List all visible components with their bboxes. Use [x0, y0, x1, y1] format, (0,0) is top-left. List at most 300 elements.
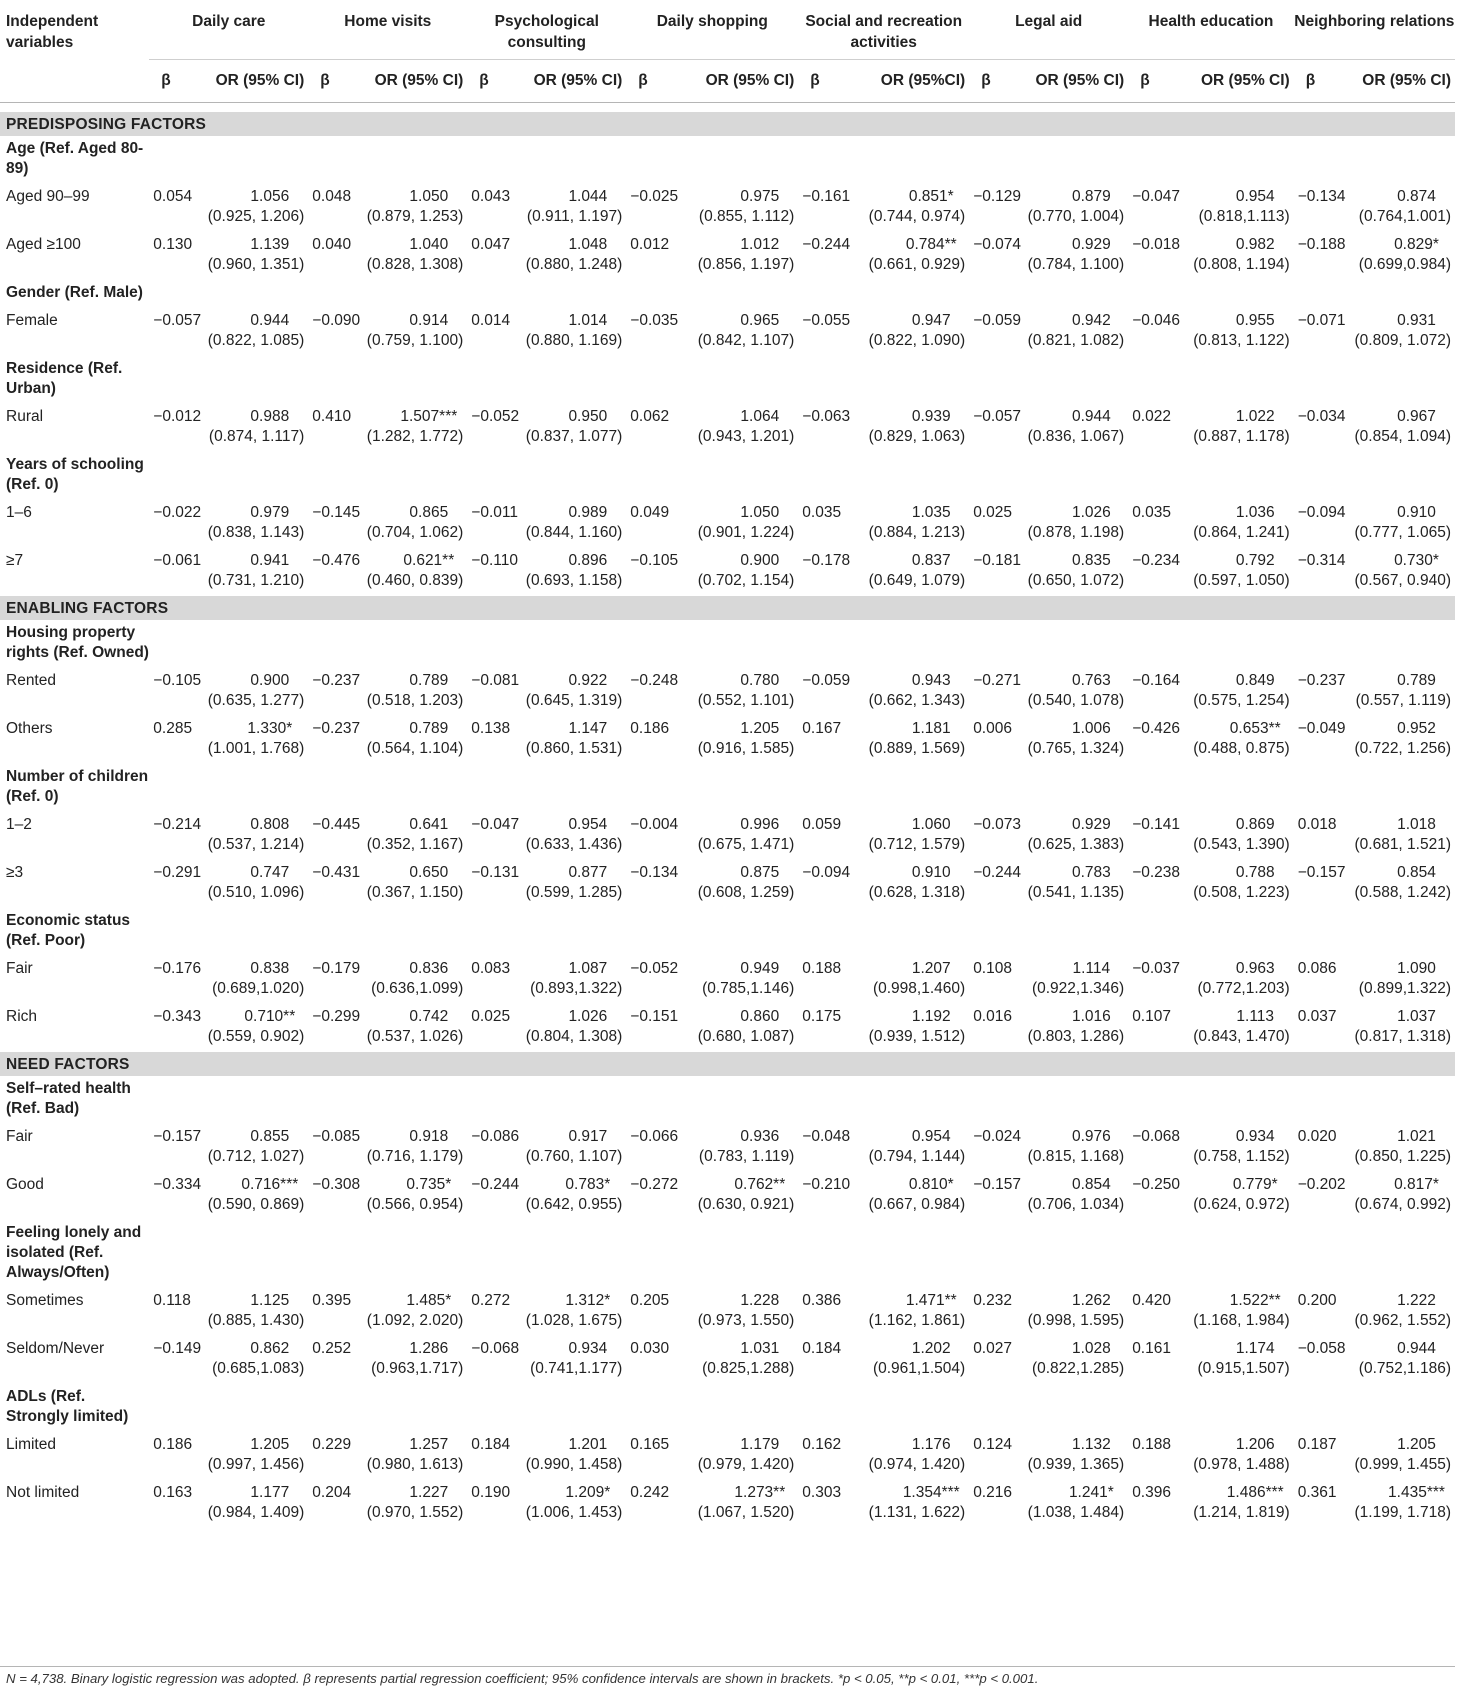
ci-cell: (0.564, 1.104) — [366, 740, 464, 757]
or-cell: 0.929 — [1071, 236, 1111, 253]
or-cell: 0.874 — [1397, 188, 1436, 205]
beta-cell: −0.059 — [802, 672, 851, 689]
beta-cell: −0.004 — [630, 816, 679, 833]
or-cell: 1.035 — [911, 504, 951, 521]
or-cell: 0.947 — [911, 312, 951, 329]
beta-cell: −0.161 — [802, 188, 851, 205]
table-row — [0, 1336, 1455, 1359]
beta-cell: 0.205 — [630, 1292, 670, 1309]
ci-cell: (0.915,1.507) — [1197, 1360, 1290, 1377]
table-row — [0, 404, 1455, 427]
category-row — [0, 1220, 1455, 1288]
ci-cell: (0.552, 1.101) — [697, 692, 795, 709]
ci-row — [0, 1503, 1455, 1528]
or-cell: 0.934 — [568, 1340, 608, 1357]
beta-cell: 0.130 — [153, 236, 193, 253]
ci-row — [0, 979, 1455, 1004]
beta-cell: −0.110 — [471, 552, 518, 569]
ci-cell: (0.939, 1.365) — [1027, 1456, 1125, 1473]
or-cell: 0.943 — [911, 672, 951, 689]
table-row — [0, 184, 1455, 207]
ci-cell: (0.999, 1.455) — [1354, 1456, 1451, 1473]
or-cell: 1.014 — [568, 312, 608, 329]
ci-cell: (0.860, 1.531) — [525, 740, 623, 757]
or-cell: 1.312* — [565, 1292, 611, 1309]
ci-row — [0, 1195, 1455, 1220]
or-cell: 0.910 — [911, 864, 951, 881]
table-row — [0, 812, 1455, 835]
or-cell: 0.788 — [1235, 864, 1275, 881]
ci-cell: (0.630, 0.921) — [697, 1196, 795, 1213]
or-cell: 1.522** — [1229, 1292, 1281, 1309]
ci-cell: (0.922,1.346) — [1031, 980, 1125, 997]
or-cell: 0.854 — [1397, 864, 1436, 881]
header-row-subcolumns — [0, 60, 1455, 103]
beta-cell: 0.252 — [312, 1340, 352, 1357]
beta-cell: −0.210 — [802, 1176, 851, 1193]
beta-cell: −0.202 — [1297, 1176, 1346, 1193]
beta-cell: −0.105 — [153, 672, 202, 689]
beta-cell: −0.149 — [153, 1340, 202, 1357]
ci-empty-cell — [0, 523, 149, 548]
or-cell: 1.486*** — [1226, 1484, 1284, 1501]
category-label: Residence (Ref. Urban) — [6, 360, 123, 397]
beta-cell: 0.030 — [630, 1340, 670, 1357]
beta-cell: −0.052 — [630, 960, 679, 977]
ci-cell: (1.162, 1.861) — [868, 1312, 966, 1329]
ci-cell: (0.537, 1.026) — [366, 1028, 464, 1045]
table-row — [0, 668, 1455, 691]
beta-cell: −0.145 — [312, 504, 361, 521]
or-cell: 1.021 — [1397, 1128, 1436, 1145]
or-cell: 0.730* — [1394, 552, 1439, 569]
row-label: ≥3 — [6, 864, 24, 881]
or-cell: 1.286 — [409, 1340, 449, 1357]
ci-cell: (0.624, 0.972) — [1193, 1196, 1290, 1213]
beta-cell: 0.188 — [1132, 1436, 1171, 1453]
or-cell: 1.114 — [1072, 960, 1111, 977]
beta-cell: −0.188 — [1297, 236, 1346, 253]
ci-cell: (0.575, 1.254) — [1193, 692, 1290, 709]
ci-cell: (0.367, 1.150) — [366, 884, 464, 901]
beta-cell: −0.238 — [1132, 864, 1181, 881]
ci-empty-cell — [0, 1455, 149, 1480]
or-cell: 1.060 — [911, 816, 951, 833]
ci-cell: (0.608, 1.259) — [697, 884, 795, 901]
or-cell: 0.941 — [250, 552, 290, 569]
table-row — [0, 860, 1455, 883]
ci-cell: (0.783, 1.119) — [698, 1148, 795, 1165]
ci-cell: (0.843, 1.470) — [1193, 1028, 1290, 1045]
or-cell: 0.621** — [403, 552, 455, 569]
ci-row — [0, 207, 1455, 232]
table-row — [0, 308, 1455, 331]
ci-cell: (0.822, 1.085) — [207, 332, 305, 349]
beta-cell: −0.057 — [973, 408, 1022, 425]
or-cell: 0.849 — [1235, 672, 1275, 689]
ci-cell: (0.998,1.460) — [872, 980, 966, 997]
or-cell: 0.784** — [905, 236, 957, 253]
ci-cell: (0.706, 1.034) — [1027, 1196, 1125, 1213]
ci-row — [0, 835, 1455, 860]
beta-cell: 0.018 — [1297, 816, 1337, 833]
or-cell: 0.942 — [1071, 312, 1111, 329]
row-label: 1–6 — [6, 504, 32, 521]
ci-cell: (0.844, 1.160) — [525, 524, 623, 541]
header-row-groups — [0, 0, 1455, 60]
or-cell: 0.838 — [250, 960, 290, 977]
or-cell: 1.006 — [1071, 720, 1111, 737]
table-row — [0, 1172, 1455, 1195]
beta-cell: 0.035 — [802, 504, 842, 521]
beta-cell: −0.059 — [973, 312, 1022, 329]
row-label: Sometimes — [6, 1292, 84, 1309]
ci-cell: (0.803, 1.286) — [1027, 1028, 1125, 1045]
beta-cell: 0.272 — [471, 1292, 511, 1309]
table-row — [0, 232, 1455, 255]
beta-cell: 0.186 — [153, 1436, 193, 1453]
ci-cell: (0.685,1.083) — [212, 1360, 305, 1377]
or-cell: 0.955 — [1235, 312, 1275, 329]
beta-cell: 0.386 — [802, 1292, 842, 1309]
ci-cell: (0.911, 1.197) — [526, 208, 623, 225]
category-label: Gender (Ref. Male) — [6, 284, 143, 301]
ci-empty-cell — [0, 1359, 149, 1384]
ci-cell: (0.815, 1.168) — [1027, 1148, 1125, 1165]
beta-cell: −0.426 — [1132, 720, 1181, 737]
beta-cell: −0.071 — [1297, 312, 1346, 329]
header-group: Neighboring relations — [1294, 0, 1455, 60]
beta-cell: 0.232 — [973, 1292, 1012, 1309]
or-cell: 1.205 — [1397, 1436, 1436, 1453]
or-cell: 1.179 — [740, 1436, 780, 1453]
beta-cell: −0.085 — [312, 1128, 361, 1145]
ci-cell: (0.887, 1.178) — [1193, 428, 1290, 445]
beta-cell: −0.308 — [312, 1176, 361, 1193]
or-cell: 0.879 — [1071, 188, 1111, 205]
or-cell: 0.762** — [734, 1176, 786, 1193]
beta-cell: −0.176 — [153, 960, 202, 977]
beta-cell: −0.025 — [630, 188, 679, 205]
beta-cell: −0.022 — [153, 504, 202, 521]
category-filler — [149, 908, 1455, 956]
beta-cell: 0.200 — [1297, 1292, 1337, 1309]
ci-cell: (0.642, 0.955) — [525, 1196, 623, 1213]
ci-cell: (0.963,1.717) — [371, 1360, 464, 1377]
ci-cell: (0.884, 1.213) — [868, 524, 966, 541]
beta-cell: −0.214 — [153, 816, 202, 833]
footer-rule — [0, 1666, 1455, 1667]
category-row — [0, 452, 1455, 500]
beta-cell: −0.047 — [1132, 188, 1181, 205]
ci-cell: (0.758, 1.152) — [1193, 1148, 1290, 1165]
or-cell: 0.910 — [1397, 504, 1436, 521]
ci-cell: (0.785,1.146) — [702, 980, 795, 997]
or-cell: 0.783 — [1071, 864, 1111, 881]
header-group: Daily care — [149, 0, 308, 60]
ci-cell: (0.809, 1.072) — [1354, 332, 1451, 349]
or-cell: 1.026 — [1071, 504, 1111, 521]
ci-row — [0, 1359, 1455, 1384]
ci-cell: (1.028, 1.675) — [525, 1312, 623, 1329]
or-cell: 1.031 — [740, 1340, 780, 1357]
ci-row — [0, 1027, 1455, 1052]
beta-cell: −0.299 — [312, 1008, 361, 1025]
ci-cell: (0.752,1.186) — [1358, 1360, 1451, 1377]
ci-cell: (0.822,1.285) — [1031, 1360, 1125, 1377]
ci-cell: (0.510, 1.096) — [207, 884, 305, 901]
beta-cell: −0.244 — [802, 236, 851, 253]
ci-cell: (0.973, 1.550) — [697, 1312, 795, 1329]
header-beta: β — [626, 60, 693, 103]
beta-cell: 0.025 — [471, 1008, 511, 1025]
ci-cell: (0.661, 0.929) — [868, 256, 966, 273]
beta-cell: −0.068 — [471, 1340, 520, 1357]
header-beta: β — [1294, 60, 1350, 103]
beta-cell: 0.086 — [1297, 960, 1337, 977]
header-group: Legal aid — [969, 0, 1128, 60]
ci-cell: (0.636,1.099) — [371, 980, 464, 997]
beta-cell: −0.271 — [973, 672, 1022, 689]
ci-cell: (0.759, 1.100) — [366, 332, 464, 349]
ci-cell: (0.979, 1.420) — [697, 1456, 795, 1473]
or-cell: 0.875 — [740, 864, 780, 881]
ci-cell: (0.864, 1.241) — [1193, 524, 1290, 541]
beta-cell: −0.081 — [471, 672, 520, 689]
ci-cell: (0.889, 1.569) — [868, 740, 966, 757]
or-cell: 0.808 — [250, 816, 290, 833]
or-cell: 0.939 — [911, 408, 951, 425]
ci-cell: (1.199, 1.718) — [1354, 1504, 1451, 1521]
beta-cell: 0.124 — [973, 1436, 1012, 1453]
or-cell: 0.952 — [1397, 720, 1436, 737]
or-cell: 1.113 — [1236, 1008, 1275, 1025]
beta-cell: 0.396 — [1132, 1484, 1171, 1501]
ci-cell: (0.856, 1.197) — [697, 256, 795, 273]
header-beta: β — [149, 60, 203, 103]
ci-cell: (0.649, 1.079) — [868, 572, 966, 589]
header-group: Home visits — [308, 0, 467, 60]
ci-cell: (1.131, 1.622) — [868, 1504, 966, 1521]
beta-cell: 0.303 — [802, 1484, 842, 1501]
ci-cell: (0.962, 1.552) — [1354, 1312, 1451, 1329]
or-cell: 0.837 — [911, 552, 951, 569]
section-header: ENABLING FACTORS — [0, 596, 1455, 620]
beta-cell: −0.105 — [630, 552, 679, 569]
beta-cell: −0.164 — [1132, 672, 1181, 689]
beta-cell: −0.057 — [153, 312, 202, 329]
ci-cell: (0.541, 1.135) — [1027, 884, 1125, 901]
or-cell: 0.835 — [1071, 552, 1111, 569]
ci-cell: (0.557, 1.119) — [1355, 692, 1451, 709]
ci-row — [0, 1455, 1455, 1480]
ci-cell: (0.821, 1.082) — [1027, 332, 1125, 349]
or-cell: 0.934 — [1235, 1128, 1275, 1145]
category-label: Self–rated health (Ref. Bad) — [6, 1080, 131, 1117]
or-cell: 0.954 — [1235, 188, 1275, 205]
or-cell: 1.330* — [247, 720, 293, 737]
header-independent-variables: Independent variables — [6, 13, 99, 51]
or-cell: 0.641 — [409, 816, 449, 833]
header-empty-cell — [0, 60, 149, 103]
ci-cell: (0.828, 1.308) — [366, 256, 464, 273]
ci-cell: (0.804, 1.308) — [525, 1028, 623, 1045]
section-header: NEED FACTORS — [0, 1052, 1455, 1076]
or-cell: 1.262 — [1071, 1292, 1111, 1309]
or-cell: 1.205 — [250, 1436, 290, 1453]
ci-row — [0, 255, 1455, 280]
or-cell: 1.050 — [740, 504, 780, 521]
ci-row — [0, 883, 1455, 908]
ci-cell: (0.916, 1.585) — [697, 740, 795, 757]
beta-cell: 0.047 — [471, 236, 511, 253]
or-cell: 0.855 — [250, 1128, 290, 1145]
header-beta: β — [969, 60, 1026, 103]
beta-cell: 0.361 — [1297, 1484, 1337, 1501]
beta-cell: 0.229 — [312, 1436, 352, 1453]
ci-cell: (0.633, 1.436) — [525, 836, 623, 853]
ci-cell: (0.508, 1.223) — [1193, 884, 1290, 901]
or-cell: 0.860 — [740, 1008, 780, 1025]
ci-cell: (0.731, 1.210) — [207, 572, 305, 589]
ci-cell: (0.854, 1.094) — [1354, 428, 1451, 445]
or-cell: 1.044 — [568, 188, 608, 205]
section-header-row — [0, 1052, 1455, 1076]
or-cell: 0.975 — [740, 188, 780, 205]
ci-cell: (0.880, 1.169) — [525, 332, 623, 349]
table-row — [0, 548, 1455, 571]
category-row — [0, 136, 1455, 184]
or-cell: 1.507*** — [400, 408, 458, 425]
table-row — [0, 1480, 1455, 1503]
or-cell: 0.944 — [250, 312, 290, 329]
or-cell: 1.207 — [911, 960, 951, 977]
header-or: OR (95% CI) — [521, 60, 626, 103]
beta-cell: −0.047 — [471, 816, 520, 833]
ci-cell: (1.001, 1.768) — [207, 740, 305, 757]
category-row — [0, 620, 1455, 668]
beta-cell: −0.063 — [802, 408, 851, 425]
beta-cell: 0.242 — [630, 1484, 670, 1501]
or-cell: 1.227 — [409, 1484, 449, 1501]
ci-cell: (0.460, 0.839) — [366, 572, 464, 589]
beta-cell: −0.034 — [1297, 408, 1346, 425]
or-cell: 1.201 — [568, 1436, 608, 1453]
or-cell: 0.829* — [1394, 236, 1439, 253]
section-header-row — [0, 596, 1455, 620]
or-cell: 1.036 — [1235, 504, 1275, 521]
ci-cell: (0.488, 0.875) — [1193, 740, 1290, 757]
ci-empty-cell — [0, 835, 149, 860]
ci-cell: (0.675, 1.471) — [697, 836, 795, 853]
or-cell: 1.050 — [409, 188, 449, 205]
or-cell: 1.228 — [740, 1292, 780, 1309]
beta-cell: 0.043 — [471, 188, 511, 205]
or-cell: 0.780 — [740, 672, 780, 689]
beta-cell: −0.250 — [1132, 1176, 1181, 1193]
ci-cell: (0.784, 1.100) — [1027, 256, 1125, 273]
section-header-row — [0, 112, 1455, 136]
ci-cell: (1.092, 2.020) — [366, 1312, 464, 1329]
ci-cell: (0.590, 0.869) — [207, 1196, 305, 1213]
ci-cell: (0.702, 1.154) — [697, 572, 795, 589]
ci-cell: (0.712, 1.027) — [207, 1148, 305, 1165]
header-group: Psychological consulting — [467, 0, 626, 60]
or-cell: 1.209* — [565, 1484, 611, 1501]
or-cell: 0.950 — [568, 408, 608, 425]
beta-cell: −0.157 — [973, 1176, 1022, 1193]
beta-cell: −0.046 — [1132, 312, 1181, 329]
header-group: Daily shopping — [626, 0, 798, 60]
beta-cell: −0.334 — [153, 1176, 202, 1193]
or-cell: 1.202 — [911, 1340, 951, 1357]
ci-cell: (0.599, 1.285) — [525, 884, 623, 901]
beta-cell: 0.012 — [630, 236, 670, 253]
ci-cell: (0.537, 1.214) — [207, 836, 305, 853]
table-body — [0, 103, 1455, 1529]
category-label: Years of schooling (Ref. 0) — [6, 456, 144, 493]
row-label: Limited — [6, 1436, 56, 1453]
ci-cell: (0.794, 1.144) — [868, 1148, 966, 1165]
or-cell: 0.817* — [1394, 1176, 1439, 1193]
or-cell: 0.735* — [406, 1176, 452, 1193]
ci-cell: (0.879, 1.253) — [366, 208, 464, 225]
ci-cell: (0.628, 1.318) — [868, 884, 966, 901]
or-cell: 1.026 — [568, 1008, 608, 1025]
ci-cell: (0.829, 1.063) — [868, 428, 966, 445]
or-cell: 1.028 — [1071, 1340, 1111, 1357]
or-cell: 0.779* — [1232, 1176, 1278, 1193]
beta-cell: 0.204 — [312, 1484, 352, 1501]
ci-empty-cell — [0, 883, 149, 908]
header-group: Social and recreation activities — [798, 0, 969, 60]
header-beta: β — [1128, 60, 1189, 103]
beta-cell: −0.244 — [973, 864, 1022, 881]
ci-cell: (0.925, 1.206) — [207, 208, 305, 225]
ci-cell: (0.699,0.984) — [1358, 256, 1451, 273]
category-row — [0, 356, 1455, 404]
beta-cell: −0.129 — [973, 188, 1022, 205]
category-filler — [149, 1220, 1455, 1288]
ci-cell: (0.899,1.322) — [1358, 980, 1451, 997]
or-cell: 1.241* — [1068, 1484, 1114, 1501]
beta-cell: −0.151 — [630, 1008, 679, 1025]
beta-cell: −0.011 — [471, 504, 518, 521]
ci-cell: (1.006, 1.453) — [525, 1504, 623, 1521]
beta-cell: −0.068 — [1132, 1128, 1181, 1145]
beta-cell: −0.066 — [630, 1128, 679, 1145]
beta-cell: −0.061 — [153, 552, 202, 569]
header-beta: β — [467, 60, 521, 103]
beta-cell: 0.025 — [973, 504, 1012, 521]
category-label: Economic status (Ref. Poor) — [6, 912, 131, 949]
ci-cell: (0.689,1.020) — [212, 980, 305, 997]
category-label: Housing property rights (Ref. Owned) — [6, 624, 149, 661]
beta-cell: −0.476 — [312, 552, 361, 569]
ci-cell: (0.885, 1.430) — [207, 1312, 305, 1329]
beta-cell: 0.014 — [471, 312, 511, 329]
beta-cell: −0.237 — [312, 672, 361, 689]
beta-cell: 0.216 — [973, 1484, 1012, 1501]
ci-cell: (0.625, 1.383) — [1027, 836, 1125, 853]
beta-cell: −0.058 — [1297, 1340, 1346, 1357]
beta-cell: 0.083 — [471, 960, 511, 977]
ci-cell: (0.764,1.001) — [1358, 208, 1451, 225]
ci-cell: (0.765, 1.324) — [1027, 740, 1125, 757]
beta-cell: −0.055 — [802, 312, 851, 329]
row-label: Female — [6, 312, 58, 329]
row-label: Aged 90–99 — [6, 188, 90, 205]
